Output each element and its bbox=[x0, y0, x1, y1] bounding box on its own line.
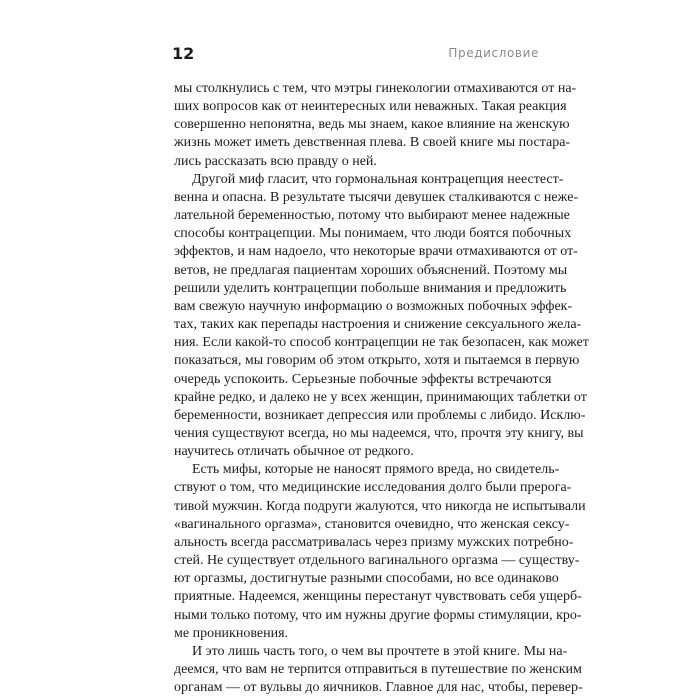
text-line: очередь успокоить. Серьезные побочные эффекты встречаются bbox=[174, 371, 552, 387]
text-line: беременности, возникает депрессия или проблемы с либидо. Исклю- bbox=[174, 407, 586, 423]
text-line: стей. Не существует отдельного вагинального оргазма — существу- bbox=[174, 553, 580, 569]
text-line: венна и опасна. В результате тысячи девушек сталкиваются с нежe- bbox=[174, 189, 579, 205]
text-line: эффектов, и нам надоело, что некоторые врачи отмахиваются от от- bbox=[174, 244, 578, 260]
text-line: ными только потому, что им нужны другие формы стимуляции, кро- bbox=[174, 607, 582, 623]
text-line: ствуют о том, что медицинские исследования долго были прерога- bbox=[174, 480, 572, 496]
text-line: ших вопросов как от неинтересных или неважных. Такая реакция bbox=[174, 99, 567, 115]
text-line: Есть мифы, которые не наносят прямого вреда, но свидетель- bbox=[192, 462, 560, 478]
text-line: крайне редко, и далеко не у всех женщин, принимающих таблетки от bbox=[174, 389, 587, 405]
text-line: чения существуют всегда, но мы надеемся, что, прочтя эту книгу, вы bbox=[174, 425, 584, 441]
text-line: решили уделить контрацепции побольше внимания и предложить bbox=[174, 280, 567, 296]
text-line: способы контрацепции. Мы понимаем, что люди боятся побочных bbox=[174, 226, 572, 242]
running-head: Предисловие bbox=[448, 46, 539, 60]
paragraph-1 bbox=[174, 80, 577, 171]
text-line: ме проникновения. bbox=[174, 625, 289, 641]
text-line: деемся, что вам не терпится отправиться в путешествие по женским bbox=[174, 662, 582, 677]
text-line: лательной беременностью, потому что выбирают менее надежные bbox=[174, 208, 570, 224]
text-line: ют оргазмы, достигнутые разными способами, но все одинаково bbox=[174, 571, 559, 587]
text-line: Другой миф гласит, что гормональная контрацепция неестест- bbox=[192, 171, 564, 187]
text-line: альность всегда рассматривалась через призму мужских потребно- bbox=[174, 534, 574, 550]
text-line: лись рассказать всю правду о ней. bbox=[174, 153, 377, 169]
text-line: тах, таких как перепады настроения и снижение сексуального жела- bbox=[174, 317, 582, 333]
page-header bbox=[172, 40, 539, 70]
text-line: «вагинального оргазма», становится очевидно, что женская сексу- bbox=[174, 516, 570, 532]
text-line: показаться, мы говорим об этом открыто, хотя и пытаемся в первую bbox=[174, 353, 580, 369]
body-text bbox=[174, 80, 589, 697]
text-line: органам — от вульвы до яичников. Главное для нас, чтобы, перевер- bbox=[174, 680, 583, 696]
text-line: ветов, не предлагая пациентам хороших объяснений. Поэтому мы bbox=[174, 262, 568, 278]
text-line: И это лишь часть того, о чем вы прочтете в этой книге. Мы на- bbox=[192, 643, 568, 659]
text-line: жизнь может иметь девственная плева. В своей книге мы постара- bbox=[174, 135, 571, 151]
text-line: вам свежую научную информацию о возможных побочных эффек- bbox=[174, 298, 573, 314]
text-line: ния. Если какой-то способ контрацепции не так безопасен, как может bbox=[174, 335, 589, 351]
text-line: мы столкнулись с тем, что мэтры гинекологии отмахиваются от на- bbox=[174, 81, 577, 96]
paragraph-4 bbox=[174, 643, 583, 697]
paragraph-3 bbox=[174, 461, 586, 643]
text-line: тивой мужчин. Когда подруги жалуются, что никогда не испытывали bbox=[174, 498, 586, 514]
text-line: приятные. Надеемся, женщины перестанут чувствовать себя ущерб- bbox=[174, 589, 582, 605]
text-line: совершенно непонятна, ведь мы знаем, какое влияние на женскую bbox=[174, 117, 570, 133]
paragraph-2 bbox=[174, 171, 589, 462]
page-number: 12 bbox=[172, 44, 195, 63]
text-line: научитесь отличать обычное от редкого. bbox=[174, 444, 414, 460]
